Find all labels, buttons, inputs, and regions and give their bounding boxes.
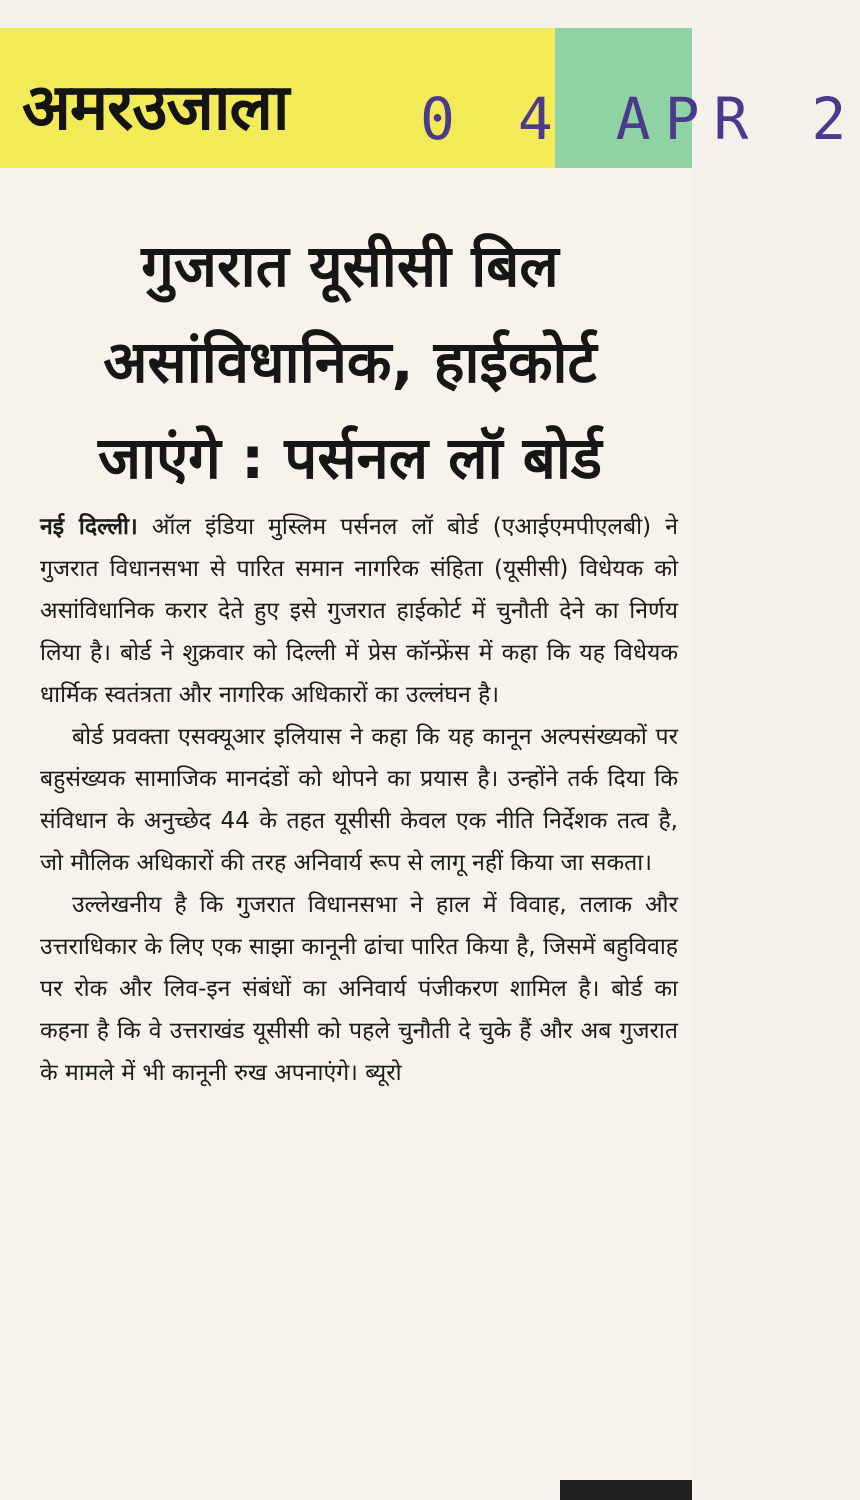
page-edge-mark — [560, 1480, 692, 1500]
paragraph-text: उल्लेखनीय है कि गुजरात विधानसभा ने हाल में विवाह, तलाक और उत्तराधिकार के लिए एक साझा कानूनी ढांचा पारित किया है, जिसमें बहुविवाह पर रोक और लिव-इन संबंधों का अनिवार्य पंजीकरण शामिल है। बोर्ड का कहना है कि वे उत्तराखंड यूसीसी को पहले चुनौती दे चुके हैं और अब गुजरात के मामले में भी कानूनी रुख अपनाएंगे। — [40, 892, 678, 1086]
headline-line: असांविधानिक, हाईकोर्ट — [103, 328, 597, 396]
paragraph-text: ऑल इंडिया मुस्लिम पर्सनल लॉ बोर्ड (एआईएमपीएलबी) ने गुजरात विधानसभा से पारित समान नागरिक संहिता (यूसीसी) विधेयक को असांविधानिक करार देते हुए इसे गुजरात हाईकोर्ट में चुनौती देने का निर्णय लिया है। बोर्ड ने शुक्रवार को दिल्ली में प्रेस कॉन्फ्रेंस में कहा कि यह विधेयक धार्मिक स्वतंत्रता और नागरिक अधिकारों का उल्लंघन है। — [40, 514, 678, 708]
credit: ब्यूरो — [365, 1060, 402, 1086]
headline — [20, 218, 680, 506]
headline-line: गुजरात यूसीसी बिल — [141, 232, 559, 300]
headline-line: जाएंगे : पर्सनल लॉ बोर्ड — [98, 424, 602, 492]
article-body — [40, 506, 678, 1094]
date-stamp: 0 4 APR 2 — [420, 85, 860, 153]
newspaper-name: अमरउजाला — [22, 71, 289, 145]
paragraph — [40, 884, 678, 1094]
paragraph: बोर्ड प्रवक्ता एसक्यूआर इलियास ने कहा कि यह कानून अल्पसंख्यकों पर बहुसंख्यक सामाजिक मानदंडों को थोपने का प्रयास है। उन्होंने तर्क दिया कि संविधान के अनुच्छेद 44 के तहत यूसीसी केवल एक नीति निर्देशक तत्व है, जो मौलिक अधिकारों की तरह अनिवार्य रूप से लागू नहीं किया जा सकता। — [40, 724, 678, 876]
paragraph — [40, 506, 678, 716]
dateline: नई दिल्ली। — [40, 514, 138, 540]
